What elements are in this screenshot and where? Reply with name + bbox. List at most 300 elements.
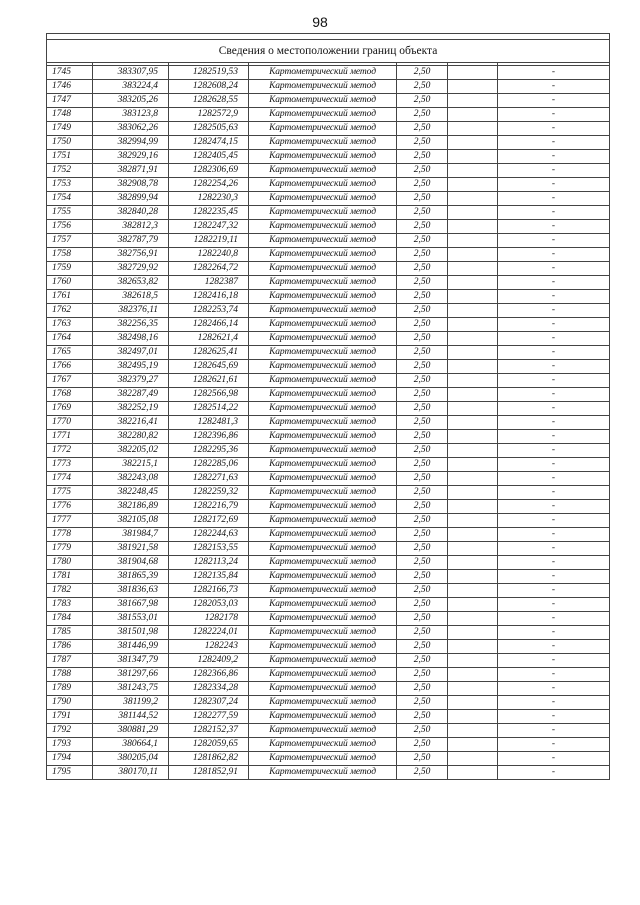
- table-row: [47, 94, 610, 108]
- empty-cell: [448, 612, 498, 626]
- point-number-cell: 1783: [47, 598, 93, 612]
- table-row: [47, 668, 610, 682]
- description-cell: -: [498, 318, 610, 332]
- table-row: [47, 598, 610, 612]
- table-row: [47, 388, 610, 402]
- point-number-cell: 1769: [47, 402, 93, 416]
- x-coordinate-cell: 382812,3: [93, 220, 169, 234]
- empty-cell: [448, 724, 498, 738]
- y-coordinate-cell: 1282271,63: [169, 472, 249, 486]
- method-cell: Картометрический метод: [249, 248, 397, 262]
- method-cell: Картометрический метод: [249, 290, 397, 304]
- table-row: [47, 80, 610, 94]
- point-number-cell: 1775: [47, 486, 93, 500]
- empty-cell: [448, 626, 498, 640]
- description-cell: -: [498, 192, 610, 206]
- y-coordinate-cell: 1282625,41: [169, 346, 249, 360]
- table-row: [47, 654, 610, 668]
- y-coordinate-cell: 1282621,61: [169, 374, 249, 388]
- description-cell: -: [498, 766, 610, 780]
- description-cell: -: [498, 668, 610, 682]
- empty-cell: [448, 318, 498, 332]
- x-coordinate-cell: 382497,01: [93, 346, 169, 360]
- empty-cell: [448, 668, 498, 682]
- x-coordinate-cell: 382908,78: [93, 178, 169, 192]
- empty-cell: [448, 108, 498, 122]
- accuracy-cell: 2,50: [397, 472, 448, 486]
- x-coordinate-cell: 382205,02: [93, 444, 169, 458]
- y-coordinate-cell: 1282254,26: [169, 178, 249, 192]
- point-number-cell: 1791: [47, 710, 93, 724]
- empty-cell: [448, 374, 498, 388]
- accuracy-cell: 2,50: [397, 682, 448, 696]
- accuracy-cell: 2,50: [397, 430, 448, 444]
- y-coordinate-cell: 1282264,72: [169, 262, 249, 276]
- description-cell: -: [498, 66, 610, 80]
- method-cell: Картометрический метод: [249, 178, 397, 192]
- x-coordinate-cell: 382243,08: [93, 472, 169, 486]
- table-row: [47, 640, 610, 654]
- y-coordinate-cell: 1282153,55: [169, 542, 249, 556]
- table-row: [47, 360, 610, 374]
- table-row: [47, 290, 610, 304]
- description-cell: -: [498, 416, 610, 430]
- table-row: [47, 318, 610, 332]
- description-cell: -: [498, 444, 610, 458]
- method-cell: Картометрический метод: [249, 556, 397, 570]
- method-cell: Картометрический метод: [249, 640, 397, 654]
- point-number-cell: 1785: [47, 626, 93, 640]
- x-coordinate-cell: 382256,35: [93, 318, 169, 332]
- table-row: [47, 108, 610, 122]
- empty-cell: [448, 682, 498, 696]
- method-cell: Картометрический метод: [249, 668, 397, 682]
- x-coordinate-cell: 383205,26: [93, 94, 169, 108]
- point-number-cell: 1760: [47, 276, 93, 290]
- point-number-cell: 1759: [47, 262, 93, 276]
- y-coordinate-cell: 1282277,59: [169, 710, 249, 724]
- x-coordinate-cell: 381297,66: [93, 668, 169, 682]
- x-coordinate-cell: 382871,91: [93, 164, 169, 178]
- table-body: [47, 34, 610, 780]
- accuracy-cell: 2,50: [397, 290, 448, 304]
- point-number-cell: 1771: [47, 430, 93, 444]
- y-coordinate-cell: 1282366,86: [169, 668, 249, 682]
- x-coordinate-cell: 382994,99: [93, 136, 169, 150]
- y-coordinate-cell: 1282240,8: [169, 248, 249, 262]
- table-row: [47, 584, 610, 598]
- table-row: [47, 514, 610, 528]
- accuracy-cell: 2,50: [397, 94, 448, 108]
- y-coordinate-cell: 1282416,18: [169, 290, 249, 304]
- empty-cell: [448, 696, 498, 710]
- table-row: [47, 262, 610, 276]
- description-cell: -: [498, 178, 610, 192]
- x-coordinate-cell: 381199,2: [93, 696, 169, 710]
- method-cell: Картометрический метод: [249, 66, 397, 80]
- y-coordinate-cell: 1282244,63: [169, 528, 249, 542]
- table-row: [47, 304, 610, 318]
- empty-cell: [448, 640, 498, 654]
- table-row: [47, 374, 610, 388]
- point-number-cell: 1748: [47, 108, 93, 122]
- description-cell: -: [498, 640, 610, 654]
- method-cell: Картометрический метод: [249, 738, 397, 752]
- page-number: 98: [312, 14, 328, 30]
- point-number-cell: 1768: [47, 388, 93, 402]
- table-row: [47, 220, 610, 234]
- description-cell: -: [498, 500, 610, 514]
- y-coordinate-cell: 1282135,84: [169, 570, 249, 584]
- accuracy-cell: 2,50: [397, 108, 448, 122]
- table-row: [47, 192, 610, 206]
- point-number-cell: 1795: [47, 766, 93, 780]
- x-coordinate-cell: 382287,49: [93, 388, 169, 402]
- empty-cell: [448, 122, 498, 136]
- y-coordinate-cell: 1282514,22: [169, 402, 249, 416]
- x-coordinate-cell: 382653,82: [93, 276, 169, 290]
- description-cell: -: [498, 164, 610, 178]
- point-number-cell: 1789: [47, 682, 93, 696]
- method-cell: Картометрический метод: [249, 570, 397, 584]
- point-number-cell: 1746: [47, 80, 93, 94]
- point-number-cell: 1758: [47, 248, 93, 262]
- y-coordinate-cell: 1282172,69: [169, 514, 249, 528]
- method-cell: Картометрический метод: [249, 304, 397, 318]
- accuracy-cell: 2,50: [397, 612, 448, 626]
- accuracy-cell: 2,50: [397, 584, 448, 598]
- point-number-cell: 1780: [47, 556, 93, 570]
- x-coordinate-cell: 382929,16: [93, 150, 169, 164]
- description-cell: -: [498, 276, 610, 290]
- point-number-cell: 1767: [47, 374, 93, 388]
- y-coordinate-cell: 1282166,73: [169, 584, 249, 598]
- x-coordinate-cell: 381667,98: [93, 598, 169, 612]
- empty-cell: [448, 290, 498, 304]
- x-coordinate-cell: 383062,26: [93, 122, 169, 136]
- y-coordinate-cell: 1282259,32: [169, 486, 249, 500]
- x-coordinate-cell: 380881,29: [93, 724, 169, 738]
- y-coordinate-cell: 1282519,53: [169, 66, 249, 80]
- description-cell: -: [498, 430, 610, 444]
- empty-cell: [448, 766, 498, 780]
- y-coordinate-cell: 1282628,55: [169, 94, 249, 108]
- y-coordinate-cell: 1282216,79: [169, 500, 249, 514]
- y-coordinate-cell: 1282505,63: [169, 122, 249, 136]
- empty-cell: [448, 528, 498, 542]
- method-cell: Картометрический метод: [249, 122, 397, 136]
- method-cell: Картометрический метод: [249, 416, 397, 430]
- accuracy-cell: 2,50: [397, 542, 448, 556]
- description-cell: -: [498, 556, 610, 570]
- x-coordinate-cell: 382379,27: [93, 374, 169, 388]
- description-cell: -: [498, 514, 610, 528]
- empty-cell: [448, 80, 498, 94]
- x-coordinate-cell: 382756,91: [93, 248, 169, 262]
- accuracy-cell: 2,50: [397, 444, 448, 458]
- x-coordinate-cell: 381984,7: [93, 528, 169, 542]
- point-number-cell: 1772: [47, 444, 93, 458]
- description-cell: -: [498, 402, 610, 416]
- table-row: [47, 234, 610, 248]
- empty-cell: [448, 500, 498, 514]
- table-row: [47, 346, 610, 360]
- x-coordinate-cell: 382105,08: [93, 514, 169, 528]
- method-cell: Картометрический метод: [249, 444, 397, 458]
- point-number-cell: 1765: [47, 346, 93, 360]
- description-cell: -: [498, 108, 610, 122]
- method-cell: Картометрический метод: [249, 626, 397, 640]
- accuracy-cell: 2,50: [397, 598, 448, 612]
- method-cell: Картометрический метод: [249, 332, 397, 346]
- table-row: [47, 150, 610, 164]
- table-row: [47, 332, 610, 346]
- description-cell: -: [498, 136, 610, 150]
- x-coordinate-cell: 382899,94: [93, 192, 169, 206]
- table-row: [47, 556, 610, 570]
- accuracy-cell: 2,50: [397, 332, 448, 346]
- point-number-cell: 1745: [47, 66, 93, 80]
- table-row: [47, 528, 610, 542]
- table-row: [47, 66, 610, 80]
- empty-cell: [448, 402, 498, 416]
- description-cell: -: [498, 206, 610, 220]
- description-cell: -: [498, 710, 610, 724]
- point-number-cell: 1784: [47, 612, 93, 626]
- method-cell: Картометрический метод: [249, 430, 397, 444]
- point-number-cell: 1752: [47, 164, 93, 178]
- point-number-cell: 1776: [47, 500, 93, 514]
- accuracy-cell: 2,50: [397, 262, 448, 276]
- method-cell: Картометрический метод: [249, 528, 397, 542]
- table-row: [47, 458, 610, 472]
- method-cell: Картометрический метод: [249, 94, 397, 108]
- description-cell: -: [498, 360, 610, 374]
- empty-cell: [448, 416, 498, 430]
- y-coordinate-cell: 1282608,24: [169, 80, 249, 94]
- y-coordinate-cell: 1282572,9: [169, 108, 249, 122]
- method-cell: Картометрический метод: [249, 542, 397, 556]
- point-number-cell: 1774: [47, 472, 93, 486]
- empty-cell: [448, 444, 498, 458]
- y-coordinate-cell: 1282113,24: [169, 556, 249, 570]
- method-cell: Картометрический метод: [249, 584, 397, 598]
- x-coordinate-cell: 380664,1: [93, 738, 169, 752]
- empty-cell: [448, 458, 498, 472]
- empty-cell: [448, 276, 498, 290]
- description-cell: -: [498, 94, 610, 108]
- empty-cell: [448, 332, 498, 346]
- accuracy-cell: 2,50: [397, 710, 448, 724]
- accuracy-cell: 2,50: [397, 80, 448, 94]
- x-coordinate-cell: 381347,79: [93, 654, 169, 668]
- accuracy-cell: 2,50: [397, 318, 448, 332]
- y-coordinate-cell: 1281852,91: [169, 766, 249, 780]
- point-number-cell: 1749: [47, 122, 93, 136]
- y-coordinate-cell: 1282224,01: [169, 626, 249, 640]
- x-coordinate-cell: 382787,79: [93, 234, 169, 248]
- y-coordinate-cell: 1281862,82: [169, 752, 249, 766]
- accuracy-cell: 2,50: [397, 66, 448, 80]
- empty-cell: [448, 752, 498, 766]
- description-cell: -: [498, 234, 610, 248]
- method-cell: Картометрический метод: [249, 234, 397, 248]
- accuracy-cell: 2,50: [397, 416, 448, 430]
- accuracy-cell: 2,50: [397, 556, 448, 570]
- table-row: [47, 248, 610, 262]
- method-cell: Картометрический метод: [249, 220, 397, 234]
- x-coordinate-cell: 381553,01: [93, 612, 169, 626]
- method-cell: Картометрический метод: [249, 514, 397, 528]
- empty-cell: [448, 192, 498, 206]
- y-coordinate-cell: 1282152,37: [169, 724, 249, 738]
- accuracy-cell: 2,50: [397, 486, 448, 500]
- empty-cell: [448, 472, 498, 486]
- y-coordinate-cell: 1282566,98: [169, 388, 249, 402]
- x-coordinate-cell: 383307,95: [93, 66, 169, 80]
- point-number-cell: 1757: [47, 234, 93, 248]
- empty-cell: [448, 556, 498, 570]
- accuracy-cell: 2,50: [397, 766, 448, 780]
- accuracy-cell: 2,50: [397, 206, 448, 220]
- method-cell: Картометрический метод: [249, 108, 397, 122]
- point-number-cell: 1779: [47, 542, 93, 556]
- x-coordinate-cell: 382729,92: [93, 262, 169, 276]
- table-row: [47, 724, 610, 738]
- empty-cell: [448, 178, 498, 192]
- description-cell: -: [498, 738, 610, 752]
- point-number-cell: 1755: [47, 206, 93, 220]
- empty-cell: [448, 584, 498, 598]
- y-coordinate-cell: 1282247,32: [169, 220, 249, 234]
- y-coordinate-cell: 1282645,69: [169, 360, 249, 374]
- empty-cell: [448, 514, 498, 528]
- description-cell: -: [498, 598, 610, 612]
- method-cell: Картометрический метод: [249, 206, 397, 220]
- y-coordinate-cell: 1282178: [169, 612, 249, 626]
- accuracy-cell: 2,50: [397, 122, 448, 136]
- method-cell: Картометрический метод: [249, 374, 397, 388]
- method-cell: Картометрический метод: [249, 598, 397, 612]
- table-row: [47, 500, 610, 514]
- accuracy-cell: 2,50: [397, 752, 448, 766]
- method-cell: Картометрический метод: [249, 164, 397, 178]
- accuracy-cell: 2,50: [397, 654, 448, 668]
- x-coordinate-cell: 382186,89: [93, 500, 169, 514]
- method-cell: Картометрический метод: [249, 724, 397, 738]
- point-number-cell: 1778: [47, 528, 93, 542]
- point-number-cell: 1751: [47, 150, 93, 164]
- point-number-cell: 1763: [47, 318, 93, 332]
- x-coordinate-cell: 381446,99: [93, 640, 169, 654]
- point-number-cell: 1762: [47, 304, 93, 318]
- method-cell: Картометрический метод: [249, 402, 397, 416]
- y-coordinate-cell: 1282409,2: [169, 654, 249, 668]
- method-cell: Картометрический метод: [249, 486, 397, 500]
- point-number-cell: 1787: [47, 654, 93, 668]
- accuracy-cell: 2,50: [397, 248, 448, 262]
- accuracy-cell: 2,50: [397, 640, 448, 654]
- point-number-cell: 1782: [47, 584, 93, 598]
- empty-cell: [448, 94, 498, 108]
- description-cell: -: [498, 612, 610, 626]
- description-cell: -: [498, 80, 610, 94]
- x-coordinate-cell: 382252,19: [93, 402, 169, 416]
- accuracy-cell: 2,50: [397, 500, 448, 514]
- point-number-cell: 1790: [47, 696, 93, 710]
- method-cell: Картометрический метод: [249, 192, 397, 206]
- description-cell: -: [498, 262, 610, 276]
- y-coordinate-cell: 1282481,3: [169, 416, 249, 430]
- empty-cell: [448, 570, 498, 584]
- table-row: [47, 738, 610, 752]
- description-cell: -: [498, 248, 610, 262]
- y-coordinate-cell: 1282059,65: [169, 738, 249, 752]
- point-number-cell: 1750: [47, 136, 93, 150]
- x-coordinate-cell: 382376,11: [93, 304, 169, 318]
- description-cell: -: [498, 220, 610, 234]
- table-row: [47, 430, 610, 444]
- x-coordinate-cell: 381243,75: [93, 682, 169, 696]
- method-cell: Картометрический метод: [249, 654, 397, 668]
- point-number-cell: 1773: [47, 458, 93, 472]
- x-coordinate-cell: 382280,82: [93, 430, 169, 444]
- x-coordinate-cell: 381921,58: [93, 542, 169, 556]
- x-coordinate-cell: 381144,52: [93, 710, 169, 724]
- x-coordinate-cell: 382216,41: [93, 416, 169, 430]
- accuracy-cell: 2,50: [397, 360, 448, 374]
- x-coordinate-cell: 381865,39: [93, 570, 169, 584]
- y-coordinate-cell: 1282235,45: [169, 206, 249, 220]
- empty-cell: [448, 206, 498, 220]
- y-coordinate-cell: 1282405,45: [169, 150, 249, 164]
- x-coordinate-cell: 380170,11: [93, 766, 169, 780]
- accuracy-cell: 2,50: [397, 192, 448, 206]
- x-coordinate-cell: 382215,1: [93, 458, 169, 472]
- point-number-cell: 1747: [47, 94, 93, 108]
- description-cell: -: [498, 122, 610, 136]
- empty-cell: [448, 654, 498, 668]
- empty-cell: [448, 710, 498, 724]
- method-cell: Картометрический метод: [249, 682, 397, 696]
- point-number-cell: 1756: [47, 220, 93, 234]
- empty-cell: [448, 346, 498, 360]
- description-cell: -: [498, 374, 610, 388]
- table-row: [47, 206, 610, 220]
- accuracy-cell: 2,50: [397, 304, 448, 318]
- accuracy-cell: 2,50: [397, 696, 448, 710]
- point-number-cell: 1794: [47, 752, 93, 766]
- empty-cell: [448, 542, 498, 556]
- table-row: [47, 402, 610, 416]
- description-cell: -: [498, 584, 610, 598]
- accuracy-cell: 2,50: [397, 570, 448, 584]
- point-number-cell: 1786: [47, 640, 93, 654]
- accuracy-cell: 2,50: [397, 514, 448, 528]
- empty-cell: [448, 360, 498, 374]
- table-row: [47, 178, 610, 192]
- table-row: [47, 416, 610, 430]
- accuracy-cell: 2,50: [397, 178, 448, 192]
- y-coordinate-cell: 1282230,3: [169, 192, 249, 206]
- table-row: [47, 472, 610, 486]
- x-coordinate-cell: 382248,45: [93, 486, 169, 500]
- accuracy-cell: 2,50: [397, 234, 448, 248]
- point-number-cell: 1777: [47, 514, 93, 528]
- table-row: [47, 626, 610, 640]
- description-cell: -: [498, 752, 610, 766]
- empty-cell: [448, 234, 498, 248]
